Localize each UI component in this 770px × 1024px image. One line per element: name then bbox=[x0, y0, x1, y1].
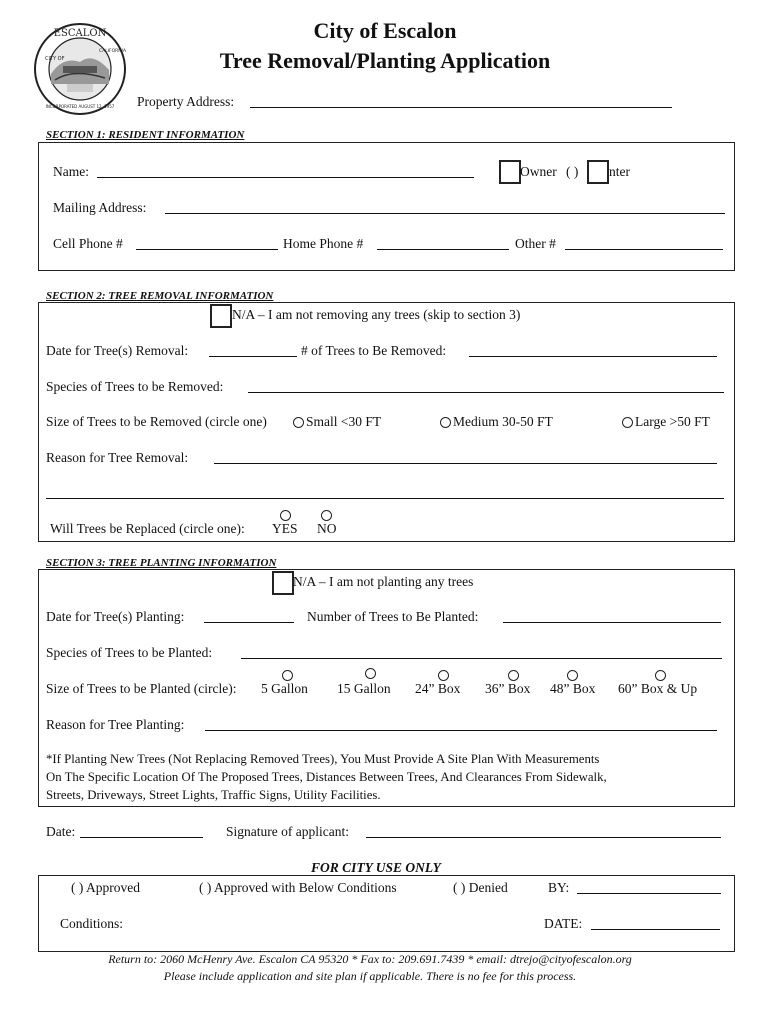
planting-reason-field[interactable] bbox=[205, 730, 717, 731]
mailing-address-field[interactable] bbox=[165, 213, 725, 214]
property-address-label: Property Address: bbox=[137, 94, 235, 109]
planting-date-label: Date for Tree(s) Planting: bbox=[46, 609, 185, 624]
size-large-label: Large >50 FT bbox=[635, 414, 710, 429]
name-field[interactable] bbox=[97, 177, 474, 178]
cell-phone-field[interactable] bbox=[136, 249, 278, 250]
seal-right-text: CALIFORNIA bbox=[99, 49, 127, 54]
size-5g-radio[interactable] bbox=[282, 670, 293, 681]
signature-field[interactable] bbox=[366, 837, 721, 838]
owner-checkbox[interactable] bbox=[499, 160, 521, 184]
property-address-field[interactable] bbox=[250, 107, 672, 108]
seal-left-text: CITY OF bbox=[45, 56, 65, 62]
removal-reason-field[interactable] bbox=[214, 463, 717, 464]
home-phone-field[interactable] bbox=[377, 249, 509, 250]
home-phone-label: Home Phone # bbox=[283, 236, 364, 251]
owner-paren: ( ) bbox=[566, 164, 579, 179]
other-phone-label: Other # bbox=[515, 236, 556, 251]
page-subtitle: Tree Removal/Planting Application bbox=[219, 48, 551, 73]
size-medium-label: Medium 30-50 FT bbox=[453, 414, 553, 429]
removal-count-field[interactable] bbox=[469, 356, 717, 357]
section3-heading: SECTION 3: TREE PLANTING INFORMATION bbox=[46, 557, 277, 569]
removal-reason-label: Reason for Tree Removal: bbox=[46, 450, 189, 465]
section2-heading: SECTION 2: TREE REMOVAL INFORMATION bbox=[46, 290, 274, 302]
size-24-radio[interactable] bbox=[438, 670, 449, 681]
denied-option[interactable]: ( ) Denied bbox=[453, 880, 508, 895]
removal-size-label: Size of Trees to be Removed (circle one) bbox=[46, 414, 267, 429]
size-15g-label: 15 Gallon bbox=[337, 681, 391, 696]
cell-phone-label: Cell Phone # bbox=[53, 236, 123, 251]
planting-reason-label: Reason for Tree Planting: bbox=[46, 717, 185, 732]
renter-label: nter bbox=[609, 164, 630, 179]
removal-species-field[interactable] bbox=[248, 392, 724, 393]
owner-label: Owner bbox=[520, 164, 557, 179]
replaced-label: Will Trees be Replaced (circle one): bbox=[50, 521, 245, 536]
date-field[interactable] bbox=[80, 837, 203, 838]
by-label: BY: bbox=[548, 880, 570, 895]
replaced-no-label: NO bbox=[317, 521, 337, 536]
removal-reason-field-2[interactable] bbox=[46, 498, 724, 499]
footer-note: Please include application and site plan if applicable. There is no fee for this process. bbox=[163, 969, 577, 983]
seal-bottom-text: INCORPORATED AUGUST 12, 1957 bbox=[45, 104, 115, 109]
size-48-label: 48” Box bbox=[550, 681, 596, 696]
size-medium-radio[interactable] bbox=[440, 417, 451, 428]
date-label: Date: bbox=[46, 824, 76, 839]
replaced-yes-radio[interactable] bbox=[280, 510, 291, 521]
size-large-radio[interactable] bbox=[622, 417, 633, 428]
planting-na-checkbox[interactable] bbox=[272, 571, 294, 595]
name-label: Name: bbox=[53, 164, 89, 179]
size-15g-radio[interactable] bbox=[365, 668, 376, 679]
size-48-radio[interactable] bbox=[567, 670, 578, 681]
replaced-no-radio[interactable] bbox=[321, 510, 332, 521]
footer-return-info: Return to: 2060 McHenry Ave. Escalon CA 95320 * Fax to: 209.691.7439 * email: dtrejo@cityofescalon.org bbox=[108, 952, 632, 966]
size-36-radio[interactable] bbox=[508, 670, 519, 681]
mailing-address-label: Mailing Address: bbox=[53, 200, 147, 215]
size-36-label: 36” Box bbox=[485, 681, 531, 696]
site-plan-note-line2: On The Specific Location Of The Proposed Trees, Distances Between Trees, And Clearances From Sidewalk, bbox=[46, 770, 607, 784]
planting-na-label: N/A – I am not planting any trees bbox=[293, 574, 474, 589]
size-60-label: 60” Box & Up bbox=[618, 681, 698, 696]
conditions-label: Conditions: bbox=[60, 916, 124, 931]
city-date-field[interactable] bbox=[591, 929, 720, 930]
removal-date-field[interactable] bbox=[209, 356, 297, 357]
planting-species-label: Species of Trees to be Planted: bbox=[46, 645, 213, 660]
removal-date-label: Date for Tree(s) Removal: bbox=[46, 343, 189, 358]
renter-checkbox[interactable] bbox=[587, 160, 609, 184]
city-date-label: DATE: bbox=[544, 916, 583, 931]
planting-date-field[interactable] bbox=[204, 622, 294, 623]
size-small-label: Small <30 FT bbox=[306, 414, 382, 429]
planting-count-label: Number of Trees to Be Planted: bbox=[307, 609, 479, 624]
replaced-yes-label: YES bbox=[272, 521, 298, 536]
removal-na-checkbox[interactable] bbox=[210, 304, 232, 328]
section1-heading: SECTION 1: RESIDENT INFORMATION bbox=[46, 129, 245, 141]
size-60-radio[interactable] bbox=[655, 670, 666, 681]
planting-size-label: Size of Trees to be Planted (circle): bbox=[46, 681, 237, 696]
removal-count-label: # of Trees to Be Removed: bbox=[301, 343, 447, 358]
size-5g-label: 5 Gallon bbox=[261, 681, 308, 696]
size-small-radio[interactable] bbox=[293, 417, 304, 428]
page-title: City of Escalon bbox=[313, 18, 457, 43]
site-plan-note-line3: Streets, Driveways, Street Lights, Traffic Signs, Utility Facilities. bbox=[46, 788, 381, 802]
planting-count-field[interactable] bbox=[503, 622, 721, 623]
signature-label: Signature of applicant: bbox=[226, 824, 349, 839]
city-use-heading: FOR CITY USE ONLY bbox=[311, 860, 441, 875]
other-phone-field[interactable] bbox=[565, 249, 723, 250]
approved-conditions-option[interactable]: ( ) Approved with Below Conditions bbox=[199, 880, 397, 895]
size-24-label: 24” Box bbox=[415, 681, 461, 696]
removal-species-label: Species of Trees to be Removed: bbox=[46, 379, 224, 394]
removal-na-label: N/A – I am not removing any trees (skip to section 3) bbox=[232, 307, 521, 322]
site-plan-note-line1: *If Planting New Trees (Not Replacing Removed Trees), You Must Provide A Site Plan With Measurements bbox=[46, 752, 600, 766]
planting-species-field[interactable] bbox=[241, 658, 722, 659]
by-field[interactable] bbox=[577, 893, 721, 894]
approved-option[interactable]: ( ) Approved bbox=[71, 880, 140, 895]
seal-top-text: ESCALON bbox=[53, 28, 107, 39]
